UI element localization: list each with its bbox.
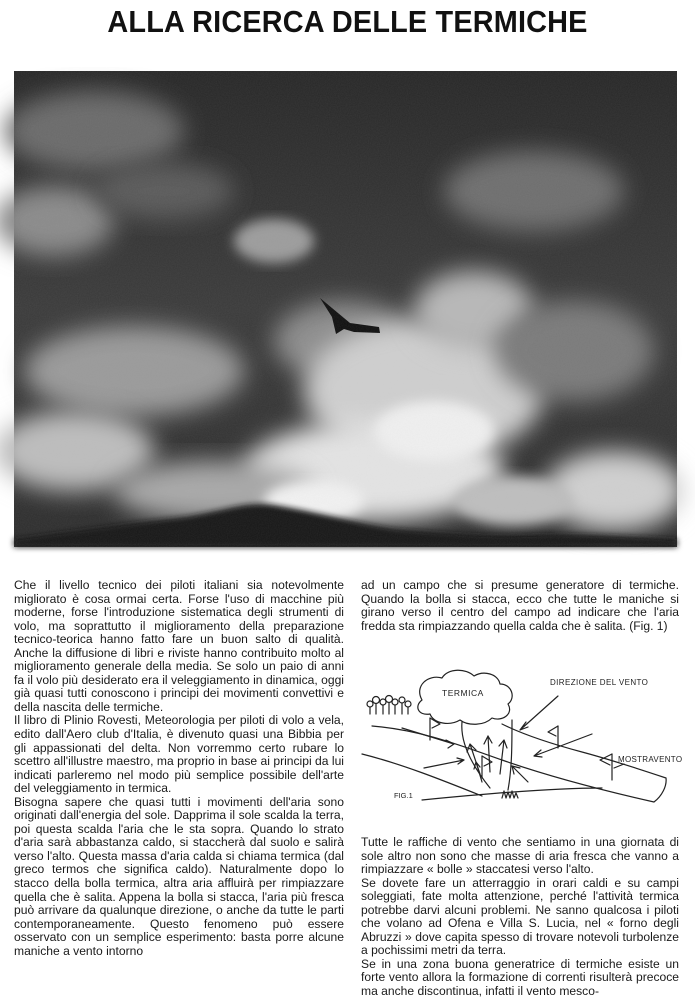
paragraph: ad un campo che si presume generatore di termiche. Quando la bolla si stacca, ecco che tutte le maniche si girano verso il centro del campo ad indicare che l'aria fredda sta rimpiazzando quella calda che è salita. (Fig. 1): [361, 578, 679, 633]
label-windsock: MOSTRAVENTO: [618, 755, 683, 764]
windsock-leader-line: [614, 764, 624, 768]
paragraph: Tutte le raffiche di vento che sentiamo in una giornata di sole altro non sono che masse di aria fresca che vanno a rimpiazzare « bolle » staccatesi verso l'alto.: [361, 835, 679, 877]
right-text-column-top: [361, 579, 679, 633]
label-thermal: TERMICA: [442, 688, 484, 698]
trees-icon: [367, 696, 411, 715]
paragraph: Il libro di Plinio Rovesti, Meteorologia per piloti di volo a vela, edito dall'Aero club d'Italia, è divenuto quasi una Bibbia per gli appassionati del delta. Non vorremmo certo rubare lo scettro all'illustre maestro, ma proprio in base ai principi da lui indicati parleremo nel modo più semplice possibile dell'arte del veleggiamento in termica.: [14, 713, 344, 796]
paragraph: Se dovete fare un atterraggio in orari caldi e su campi soleggiati, fate molta attenzione, perché l'attività termica potrebbe darvi alcuni problemi. Ne sanno qualcosa i piloti che volano ad Ofena e Villa S. Lucia, nel « forno degli Abruzzi » dove capita spesso di trovare notevoli turbolenze a pochissimi metri da terra.: [361, 875, 679, 958]
right-text-column-bottom: [361, 836, 679, 999]
hang-glider-photo: [14, 71, 677, 547]
figure-caption: FIG.1: [394, 791, 413, 800]
paragraph: Bisogna sapere che quasi tutti i movimenti dell'aria sono originati dall'energia del sole. Dapprima il sole scalda la terra, poi questa scalda l'aria che le sta sopra. Quando lo strato d'aria sarà abbastanza caldo, si staccherà dal suolo e salirà verso l'alto. Questa massa d'aria calda si chiama termica (dal greco termos che significa caldo). Naturalmente dopo lo stacco della bolla termica, altra aria affluirà per rimpiazzare quella che è salita. Appena la bolla si stacca, l'aria più fresca può arrivare da qualunque direzione, o anche da tutte le parti contemporaneamente. Questo fenomeno può essere osservato con un semplice esperimento: basta porre alcune maniche a vento intorno: [14, 794, 344, 958]
left-text-column: [14, 579, 344, 958]
paragraph: Che il livello tecnico dei piloti italiani sia notevolmente migliorato è cosa ormai certa. Forse l'uso di macchine più moderne, forse l'introduzione sistematica degli strumenti di volo, ma soprattutto il miglioramento della preparazione tecnico-teorica hanno fatto fare un buon salto di qualità. Anche la diffusione di libri e riviste hanno contribuito molto al miglioramento generale della media. Se solo un paio di anni fa il volo più desiderato era il veleggiamento in dinamica, oggi già quasi tutti conoscono i principi dei movimenti convettivi e della nascita delle termiche.: [14, 578, 344, 714]
thermal-diagram: [362, 664, 683, 814]
windsock-icon: [430, 718, 612, 780]
article-title: ALLA RICERCA DELLE TERMICHE: [107, 4, 588, 39]
label-wind-direction: DIREZIONE DEL VENTO: [550, 678, 649, 687]
paragraph: Se in una zona buona generatrice di termiche esiste un forte vento allora la formazione di correnti risulterà precoce ma anche discontinua, infatti il vento mesco-: [361, 956, 679, 999]
